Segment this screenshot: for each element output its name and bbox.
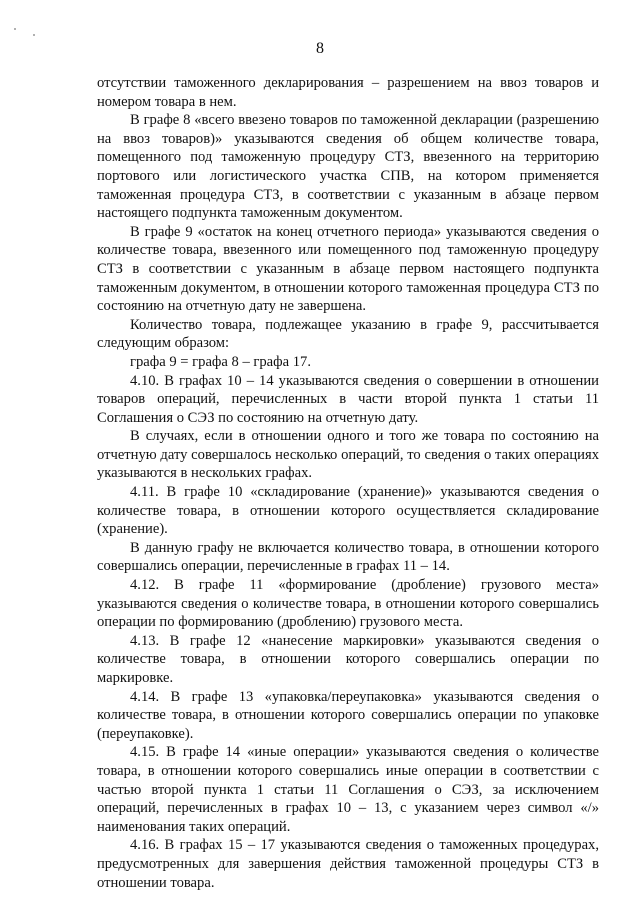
paragraph-4-12: 4.12. В графе 11 «формирование (дробление) грузового места» указываются сведения о количестве товара, в отношении которого совершались операции по формированию (дроблению) грузового места. (97, 577, 599, 631)
paragraph-4-16: 4.16. В графах 15 – 17 указываются сведения о таможенных процедурах, предусмотренных для завершения действия таможенной процедуры СТЗ в отношении товара. (97, 837, 599, 891)
paragraph-graph-9-calc: Количество товара, подлежащее указанию в графе 9, рассчитывается следующим образом: (97, 316, 599, 352)
paragraph-4-13: 4.13. В графе 12 «нанесение маркировки» указываются сведения о количестве товара, в отношении которого совершались операции по маркировке. (97, 632, 599, 686)
page-number: 8 (316, 40, 324, 57)
paragraph-4-10: 4.10. В графах 10 – 14 указываются сведения о совершении в отношении товаров операций, перечисленных в части второй пункта 1 статьи 11 Соглашения о СЭЗ по состоянию на отчетную дату. (97, 372, 599, 426)
scan-speck (33, 34, 35, 36)
paragraph-4-15: 4.15. В графе 14 «иные операции» указываются сведения о количестве товара, в отношении которого совершались иные операции в соответствии с частью второй пункта 1 статьи 11 Соглашения о СЭЗ, за исключением операций, перечисленных в графах 10 – 13, с указанием через символ «/» наименования таких операций. (97, 744, 599, 835)
paragraph-4-11: 4.11. В графе 10 «складирование (хранение)» указываются сведения о количестве товара, в отношении которого осуществляется складирование (хранение). (97, 484, 599, 538)
paragraph-graph-10-exclusion: В данную графу не включается количество товара, в отношении которого совершались операции, перечисленные в графах 11 – 14. (97, 539, 599, 575)
paragraph-4-14: 4.14. В графе 13 «упаковка/переупаковка» указываются сведения о количестве товара, в отношении которого совершались операции по упаковке (переупаковке). (97, 688, 599, 742)
body-text (97, 74, 599, 892)
paragraph-continuation: отсутствии таможенного декларирования – разрешением на ввоз товаров и номером товара в нем. (97, 75, 599, 110)
scan-speck (14, 28, 16, 30)
paragraph-multiple-operations: В случаях, если в отношении одного и того же товара по состоянию на отчетную дату совершалось несколько операций, то сведения о таких операциях указываются в нескольких графах. (97, 428, 599, 482)
paragraph-graph-8: В графе 8 «всего ввезено товаров по таможенной декларации (разрешению на ввоз товаров)» указываются сведения об общем количестве товара, помещенного под таможенную процедуру СТЗ, ввезенного на территорию портового или логистического участка СПВ, на котором применяется таможенная процедура СТЗ, в соответствии с указанным в абзаце первом настоящего подпункта таможенным документом. (97, 112, 599, 222)
paragraph-formula: графа 9 = графа 8 – графа 17. (130, 353, 311, 370)
paragraph-graph-9: В графе 9 «остаток на конец отчетного периода» указываются сведения о количестве товара, ввезенного или помещенного под таможенную процедуру СТЗ в соответствии с указанным в абзаце первом настоящего подпункта таможенным документом, в отношении которого таможенная процедура СТЗ по состоянию на отчетную дату не завершена. (97, 223, 599, 315)
